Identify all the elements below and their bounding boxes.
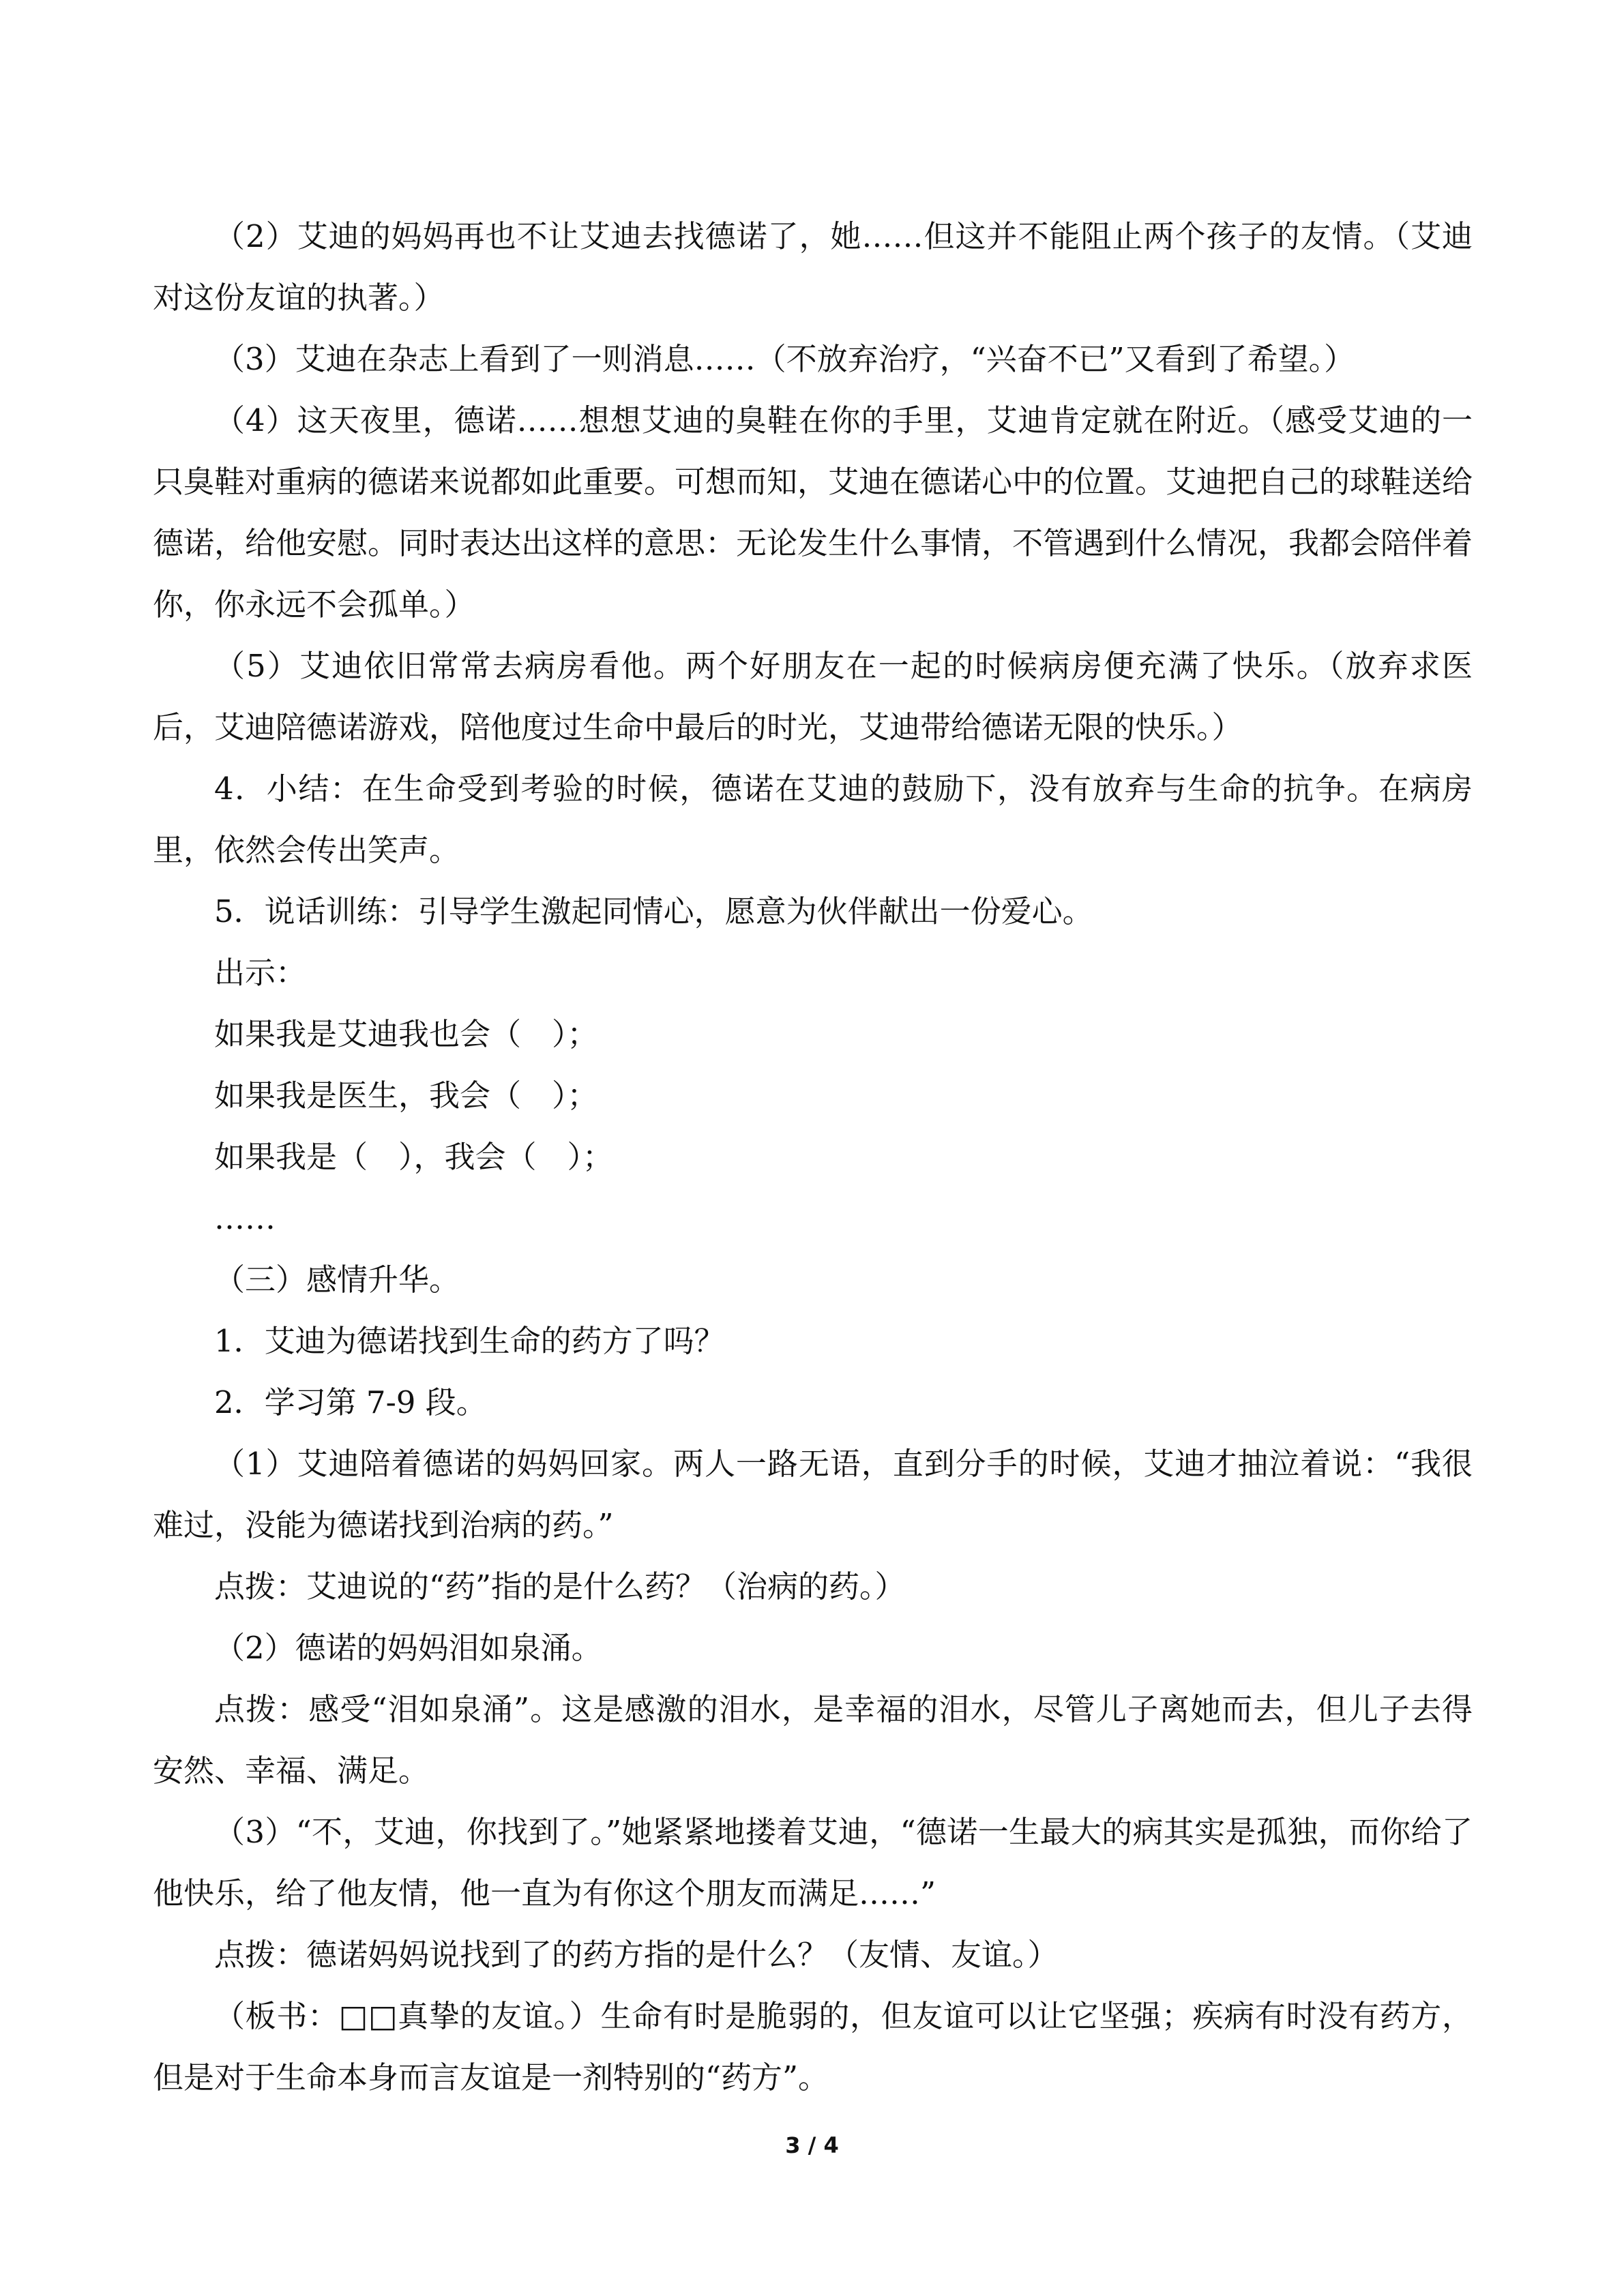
- hint-2: 点拨：感受“泪如泉涌”。这是感激的泪水，是幸福的泪水，尽管儿子离她而去，但儿子去得安然、幸福、满足。: [153, 1691, 1473, 1789]
- prompt-line-2: 如果我是医生，我会（ ）；: [214, 1077, 598, 1114]
- question-1: 1．艾迪为德诺找到生命的药方了吗？: [214, 1323, 725, 1359]
- paragraph-show-label: 出示：: [214, 955, 307, 991]
- paragraph-sub-2: （2）德诺的妈妈泪如泉涌。: [214, 1630, 602, 1666]
- hint-3: 点拨：德诺妈妈说找到了的药方指的是什么？（友情、友谊。）: [214, 1937, 1059, 1973]
- paragraph-step-2: （2）艾迪的妈妈再也不让艾迪去找德诺了，她……但这并不能阻止两个孩子的友情。（艾迪对这份友谊的执著。）: [153, 218, 1473, 316]
- hint-1: 点拨：艾迪说的“药”指的是什么药？（治病的药。）: [214, 1568, 906, 1605]
- paragraph-sub-3: （3）“不，艾迪，你找到了。”她紧紧地搂着艾迪，“德诺一生最大的病其实是孤独，而你给了他快乐，给了他友情，他一直为有你这个朋友而满足……”: [153, 1814, 1473, 1911]
- section-heading-3: （三）感情升华。: [214, 1262, 460, 1298]
- paragraph-step-5: （5）艾迪依旧常常去病房看他。两个好朋友在一起的时候病房便充满了快乐。（放弃求医后，艾迪陪德诺游戏，陪他度过生命中最后的时光，艾迪带给德诺无限的快乐。）: [153, 648, 1473, 745]
- paragraph-summary: 4．小结：在生命受到考验的时候，德诺在艾迪的鼓励下，没有放弃与生命的抗争。在病房里，依然会传出笑声。: [153, 771, 1473, 868]
- document-body: [153, 206, 1473, 2108]
- paragraph-speaking-practice: 5．说话训练：引导学生激起同情心，愿意为伙伴献出一份爱心。: [214, 893, 1093, 929]
- paragraph-step-4: （4）这天夜里，德诺……想想艾迪的臭鞋在你的手里，艾迪肯定就在附近。（感受艾迪的一只臭鞋对重病的德诺来说都如此重要。可想而知，艾迪在德诺心中的位置。艾迪把自己的球鞋送给德诺，给他安慰。同时表达出这样的意思：无论发生什么事情，不管遇到什么情况，我都会陪伴着你，你永远不会孤单。）: [153, 402, 1473, 623]
- prompt-line-1: 如果我是艾迪我也会（ ）；: [214, 1016, 598, 1052]
- page-number: 3 / 4: [785, 2132, 839, 2158]
- prompt-line-3: 如果我是（ ），我会（ ）；: [214, 1139, 614, 1175]
- paragraph-sub-1: （1）艾迪陪着德诺的妈妈回家。两人一路无语，直到分手的时候，艾迪才抽泣着说：“我很难过，没能为德诺找到治病的药。”: [153, 1446, 1473, 1543]
- paragraph-step-3: （3）艾迪在杂志上看到了一则消息……（不放弃治疗，“兴奋不已”又看到了希望。）: [214, 341, 1355, 377]
- paragraph-blackboard: （板书：□□真挚的友谊。）生命有时是脆弱的，但友谊可以让它坚强；疾病有时没有药方，但是对于生命本身而言友谊是一剂特别的“药方”。: [153, 1998, 1473, 2096]
- question-2: 2．学习第 7-9 段。: [214, 1384, 487, 1420]
- prompt-ellipsis: ……: [214, 1200, 276, 1236]
